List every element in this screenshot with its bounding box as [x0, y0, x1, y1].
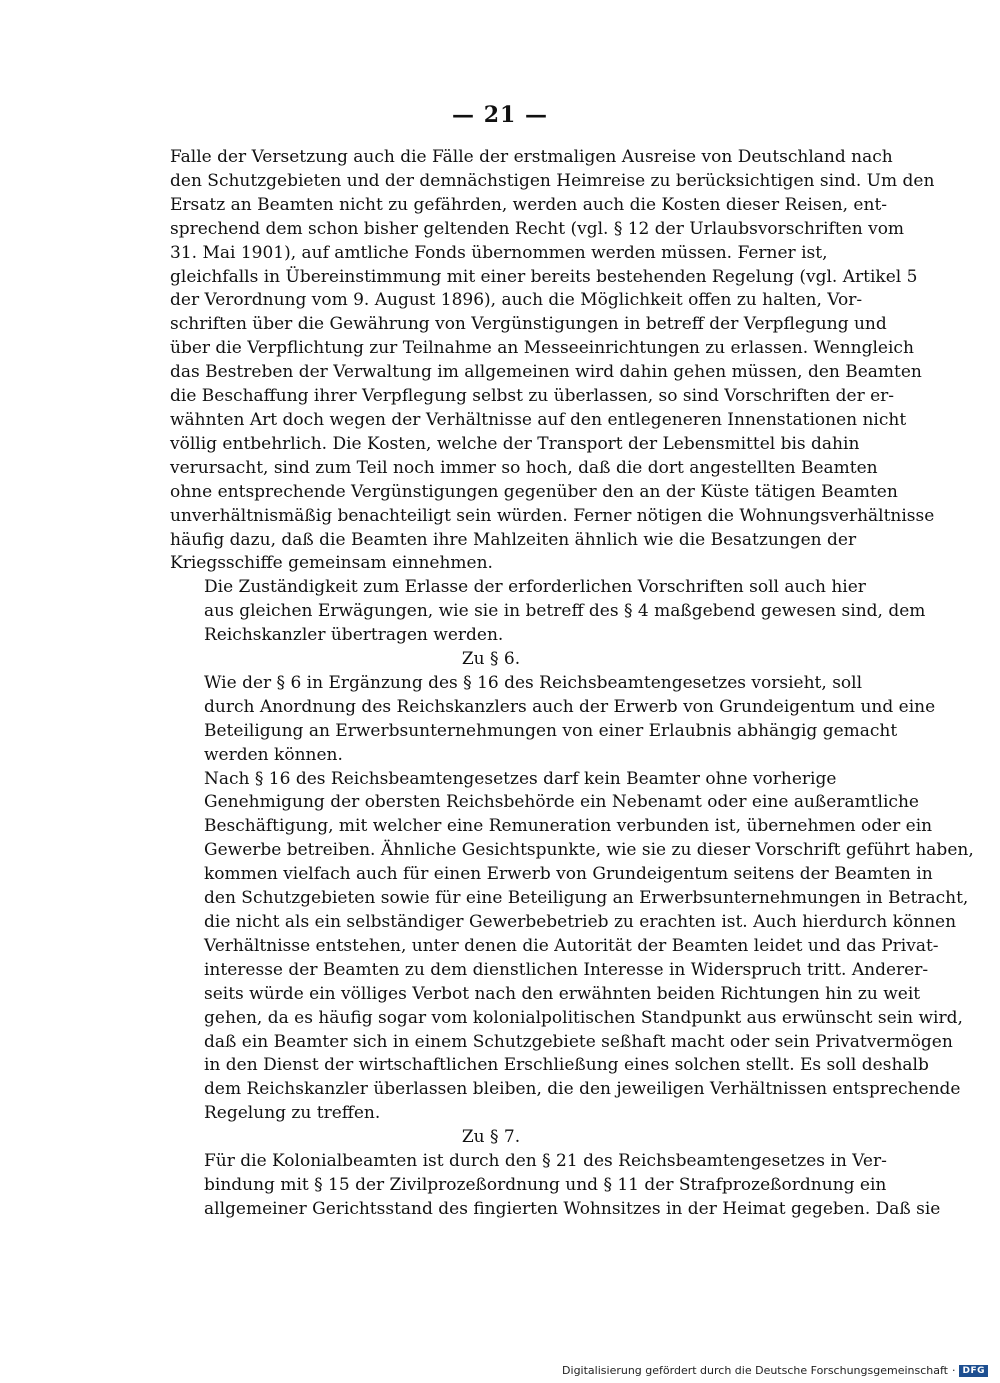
paragraph	[170, 768, 974, 1127]
text-line: das Bestreben der Verwaltung im allgemeinen wird dahin gehen müssen, den Beamten	[170, 362, 922, 383]
text-line: Wie der § 6 in Ergänzung des § 16 des Reichsbeamtengesetzes vorsieht, soll	[204, 672, 863, 693]
text-line: Reichskanzler übertragen werden.	[204, 625, 504, 646]
text-line: Gewerbe betreiben. Ähnliche Gesichtspunkte, wie sie zu dieser Vorschrift geführt haben,	[204, 840, 974, 861]
text-line: verursacht, sind zum Teil noch immer so hoch, daß die dort angestellten Beamten	[170, 457, 878, 478]
text-line: völlig entbehrlich. Die Kosten, welche der Transport der Lebensmittel bis dahin	[170, 433, 860, 454]
text-line: allgemeiner Gerichtsstand des fingierten Wohnsitzes in der Heimat gegeben. Daß sie	[204, 1198, 941, 1219]
text-line: Beteiligung an Erwerbsunternehmungen von einer Erlaubnis abhängig gemacht	[204, 720, 898, 741]
footer-separator: ·	[951, 1364, 956, 1377]
text-line: werden können.	[204, 744, 343, 765]
text-line: gleichfalls in Übereinstimmung mit einer bereits bestehenden Regelung (vgl. Artikel 5	[170, 266, 918, 287]
text-line: in den Dienst der wirtschaftlichen Erschließung eines solchen stellt. Es soll deshalb	[204, 1055, 929, 1076]
paragraph	[170, 1150, 941, 1222]
text-line: den Schutzgebieten sowie für eine Beteiligung an Erwerbsunternehmungen in Betracht,	[204, 888, 969, 909]
text-line: Die Zuständigkeit zum Erlasse der erforderlichen Vorschriften soll auch hier	[204, 577, 866, 598]
text-line: die Beschaffung ihrer Verpflegung selbst zu überlassen, so sind Vorschriften der er-	[170, 386, 895, 407]
paragraph	[170, 672, 936, 768]
text-line: Regelung zu treffen.	[204, 1103, 381, 1124]
section-heading: Zu § 7.	[461, 1127, 521, 1148]
text-line: kommen vielfach auch für einen Erwerb von Grundeigentum seitens der Beamten in	[204, 864, 933, 885]
text-line: sprechend dem schon bisher geltenden Recht (vgl. § 12 der Urlaubsvorschriften vom	[170, 218, 905, 239]
text-line: den Schutzgebieten und der demnächstigen Heimreise zu berücksichtigen sind. Um den	[170, 170, 935, 191]
text-line: Nach § 16 des Reichsbeamtengesetzes darf kein Beamter ohne vorherige	[204, 768, 837, 789]
text-line: die nicht als ein selbständiger Gewerbebetrieb zu erachten ist. Auch hierdurch können	[204, 912, 957, 932]
text-line: Verhältnisse entstehen, unter denen die Autorität der Beamten leidet und das Privat-	[204, 935, 939, 956]
text-line: dem Reichskanzler überlassen bleiben, die den jeweiligen Verhältnissen entsprechende	[204, 1079, 961, 1100]
text-line: Für die Kolonialbeamten ist durch den § 21 des Reichsbeamtengesetzes in Ver-	[204, 1151, 887, 1172]
text-line: 31. Mai 1901), auf amtliche Fonds übernommen werden müssen. Ferner ist,	[170, 242, 828, 263]
text-line: schriften über die Gewährung von Vergünstigungen in betreff der Verpflegung und	[170, 314, 887, 335]
text-line: seits würde ein völliges Verbot nach den erwähnten beiden Richtungen hin zu weit	[204, 983, 921, 1004]
text-line: unverhältnismäßig benachteiligt sein würden. Ferner nötigen die Wohnungsverhältnisse	[170, 505, 935, 526]
page-number: — 21 —	[452, 102, 548, 128]
text-line: der Verordnung vom 9. August 1896), auch die Möglichkeit offen zu halten, Vor-	[170, 290, 863, 311]
dfg-logo-icon: DFG	[959, 1365, 988, 1377]
text-line: durch Anordnung des Reichskanzlers auch der Erwerb von Grundeigentum und eine	[204, 696, 936, 717]
text-line: gehen, da es häufig sogar vom kolonialpolitischen Standpunkt aus erwünscht sein wird,	[204, 1007, 963, 1028]
footer-credit	[562, 1364, 988, 1377]
text-line: häufig dazu, daß die Beamten ihre Mahlzeiten ähnlich wie die Besatzungen der	[170, 529, 857, 550]
text-line: Kriegsschiffe gemeinsam einnehmen.	[170, 553, 493, 574]
section-heading: Zu § 6.	[461, 649, 521, 670]
text-line: ohne entsprechende Vergünstigungen gegenüber den an der Küste tätigen Beamten	[170, 481, 898, 502]
paragraph	[170, 576, 926, 648]
text-line: interesse der Beamten zu dem dienstlichen Interesse in Widerspruch tritt. Anderer-	[204, 959, 929, 980]
footer-text: Digitalisierung gefördert durch die Deutsche Forschungsgemeinschaft	[562, 1364, 948, 1377]
text-line: Falle der Versetzung auch die Fälle der erstmaligen Ausreise von Deutschland nach	[170, 147, 893, 167]
text-line: wähnten Art doch wegen der Verhältnisse auf den entlegeneren Innenstationen nicht	[170, 409, 907, 430]
text-line: bindung mit § 15 der Zivilprozeßordnung und § 11 der Strafprozeßordnung ein	[204, 1174, 887, 1195]
paragraph	[170, 146, 935, 576]
text-line: Ersatz an Beamten nicht zu gefährden, werden auch die Kosten dieser Reisen, ent-	[170, 194, 888, 215]
text-line: über die Verpflichtung zur Teilnahme an Messeeinrichtungen zu erlassen. Wenngleich	[170, 338, 914, 359]
text-line: Genehmigung der obersten Reichsbehörde ein Nebenamt oder eine außeramtliche	[204, 792, 919, 813]
text-line: Beschäftigung, mit welcher eine Remuneration verbunden ist, übernehmen oder ein	[204, 816, 933, 837]
text-line: aus gleichen Erwägungen, wie sie in betreff des § 4 maßgebend gewesen sind, dem	[204, 601, 926, 622]
document-body	[170, 146, 974, 1222]
text-line: daß ein Beamter sich in einem Schutzgebiete seßhaft macht oder sein Privatvermögen	[204, 1031, 953, 1052]
